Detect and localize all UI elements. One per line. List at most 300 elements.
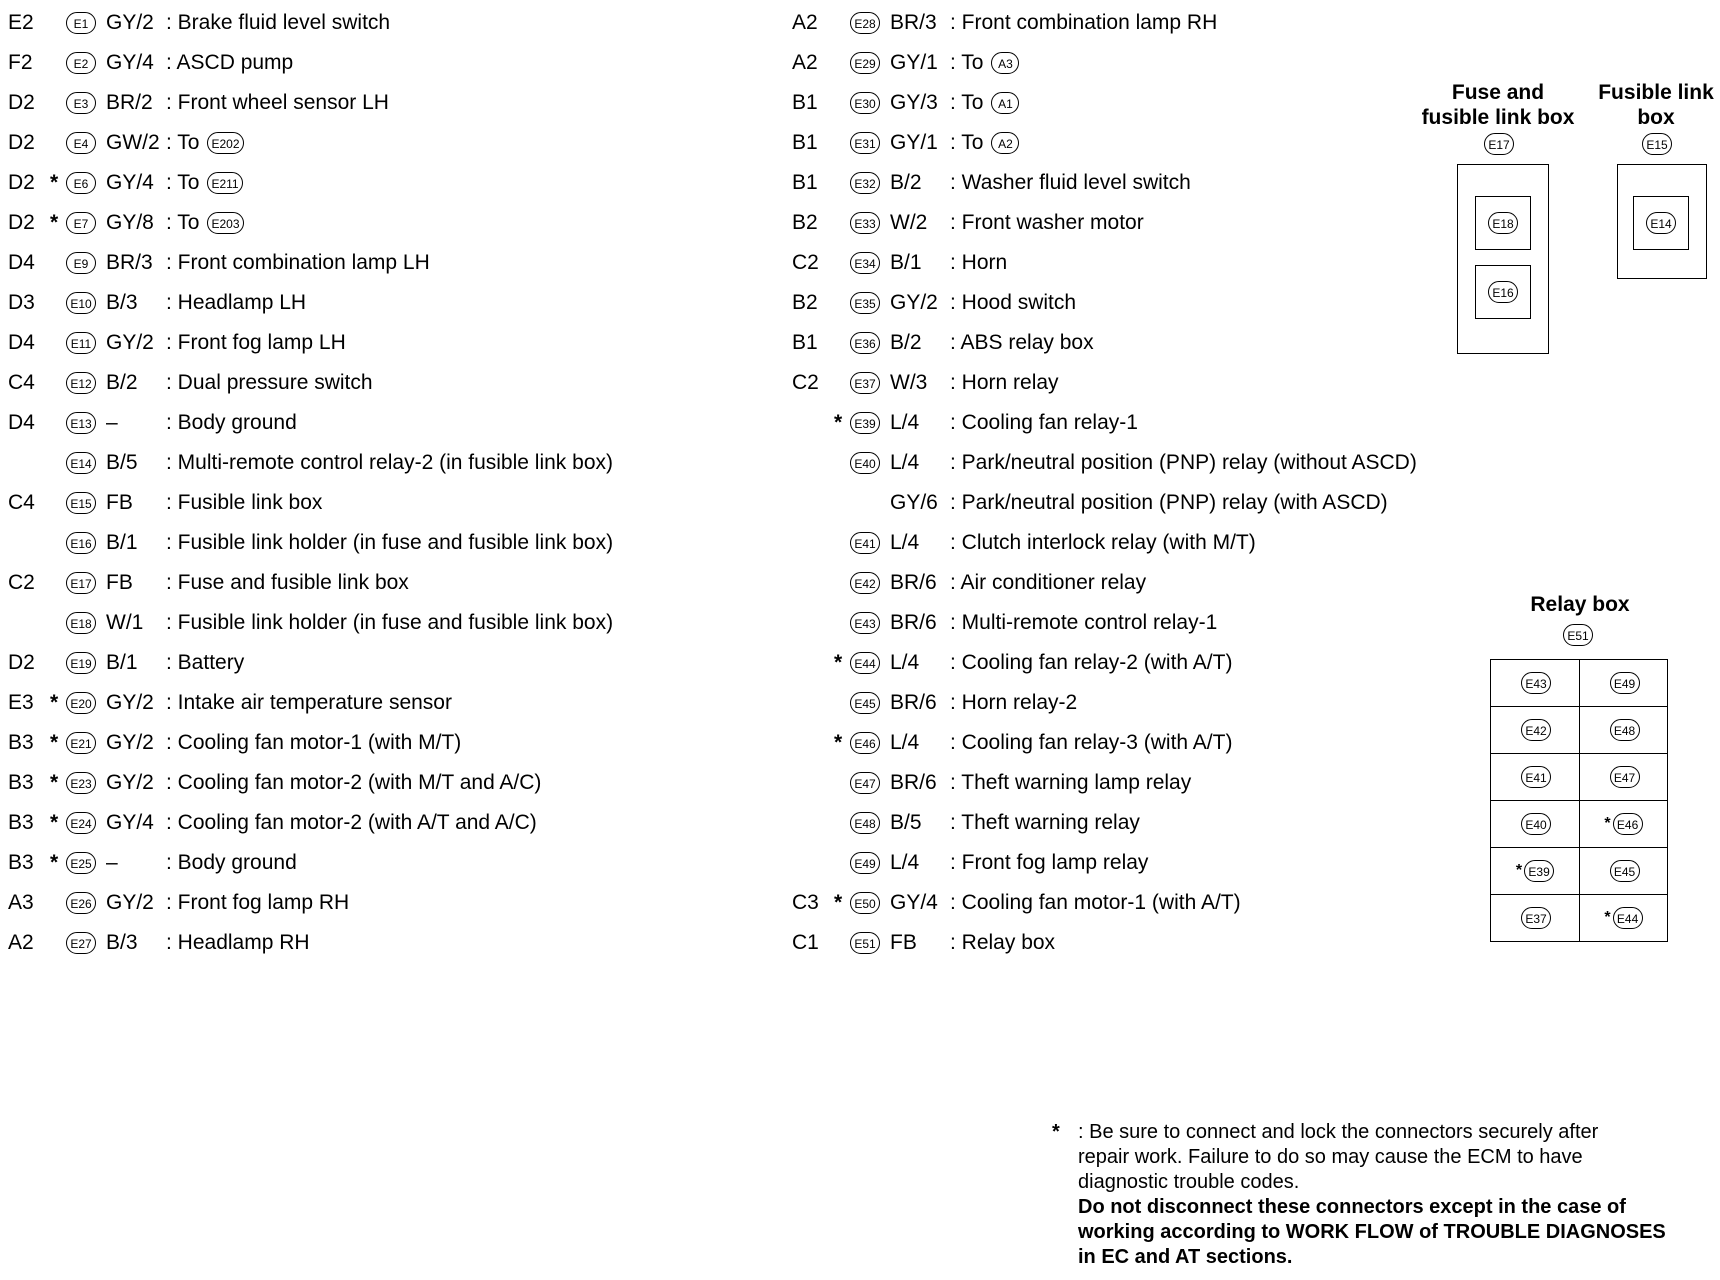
connector-number: E49 bbox=[850, 852, 880, 874]
footnote-bold-line: Do not disconnect these connectors except in the case of bbox=[1078, 1196, 1626, 1218]
connector-description-text: : Horn relay bbox=[950, 371, 1059, 394]
relay-cell bbox=[1490, 659, 1580, 707]
caution-star: * bbox=[834, 411, 843, 434]
relay-cell-badge: E49 bbox=[1610, 672, 1640, 694]
wire-spec: B/1 bbox=[106, 651, 138, 674]
connector-number: E23 bbox=[66, 772, 96, 794]
connector-number-badge bbox=[66, 490, 96, 516]
connector-description-text: : To bbox=[166, 171, 200, 194]
connector-number-badge bbox=[850, 530, 880, 556]
connector-number-badge bbox=[850, 610, 880, 636]
grid-reference: D4 bbox=[8, 331, 35, 354]
connector-number-badge bbox=[66, 130, 96, 156]
connector-description-text: : Headlamp RH bbox=[166, 931, 310, 954]
grid-reference: A2 bbox=[792, 11, 818, 34]
connector-number-badge bbox=[66, 850, 96, 876]
connector-number-badge bbox=[850, 850, 880, 876]
connector-description-text: : Dual pressure switch bbox=[166, 371, 373, 394]
connector-description bbox=[166, 810, 537, 836]
connector-description bbox=[166, 210, 244, 236]
connector-description bbox=[950, 50, 1019, 76]
connector-number-badge bbox=[850, 690, 880, 716]
connector-number-badge bbox=[66, 690, 96, 716]
connector-description bbox=[166, 130, 244, 156]
wire-spec: BR/6 bbox=[890, 771, 937, 794]
connector-description bbox=[166, 290, 306, 316]
relay-box-grid bbox=[1490, 659, 1668, 941]
connector-description bbox=[950, 450, 1417, 476]
relay-cell bbox=[1579, 753, 1668, 801]
caution-star: * bbox=[50, 691, 59, 714]
connector-number: E17 bbox=[66, 572, 96, 594]
footnote-line: diagnostic trouble codes. bbox=[1078, 1171, 1300, 1193]
connector-description-text: : Air conditioner relay bbox=[950, 571, 1147, 594]
wire-spec: GY/2 bbox=[106, 731, 154, 754]
to-connector-badge: E202 bbox=[207, 132, 243, 154]
connector-description bbox=[166, 890, 349, 916]
connector-description bbox=[166, 610, 613, 636]
grid-reference: C3 bbox=[792, 891, 819, 914]
fusible-link-box-slot-badge: E14 bbox=[1646, 212, 1676, 234]
connector-number: E11 bbox=[66, 332, 96, 354]
wire-spec: BR/2 bbox=[106, 91, 153, 114]
connector-number-badge bbox=[850, 130, 880, 156]
wire-spec: L/4 bbox=[890, 451, 920, 474]
connector-description bbox=[166, 330, 346, 356]
connector-description-text: : Fusible link holder (in fuse and fusible link box) bbox=[166, 611, 614, 634]
grid-reference: B3 bbox=[8, 731, 34, 754]
wire-spec: FB bbox=[106, 491, 133, 514]
fuse-box-title bbox=[1408, 80, 1588, 130]
connector-number-badge bbox=[66, 50, 96, 76]
connector-description-text: : Cooling fan relay-3 (with A/T) bbox=[950, 731, 1233, 754]
connector-number-badge bbox=[66, 370, 96, 396]
connector-number-badge bbox=[850, 410, 880, 436]
connector-number-badge bbox=[66, 250, 96, 276]
connector-number: E25 bbox=[66, 852, 96, 874]
to-connector-badge: E203 bbox=[207, 212, 243, 234]
connector-number-badge bbox=[66, 930, 96, 956]
to-connector-badge: A1 bbox=[991, 92, 1019, 114]
connector-description-text: : Multi-remote control relay-2 (in fusible link box) bbox=[166, 451, 613, 474]
connector-number: E6 bbox=[66, 172, 96, 194]
wire-spec: B/3 bbox=[106, 931, 138, 954]
relay-cell bbox=[1490, 894, 1580, 942]
connector-number: E9 bbox=[66, 252, 96, 274]
connector-description-text: : ASCD pump bbox=[166, 51, 294, 74]
relay-cell-badge: E45 bbox=[1610, 860, 1640, 882]
wire-spec: B/2 bbox=[890, 171, 922, 194]
connector-number: E19 bbox=[66, 652, 96, 674]
fuse-box-slot-1 bbox=[1475, 196, 1531, 250]
relay-cell bbox=[1490, 847, 1580, 895]
grid-reference: A2 bbox=[8, 931, 34, 954]
relay-cell-badge: E41 bbox=[1521, 766, 1551, 788]
connector-description bbox=[166, 770, 541, 796]
connector-number-badge bbox=[850, 370, 880, 396]
connector-number-badge bbox=[850, 90, 880, 116]
connector-number: E10 bbox=[66, 292, 96, 314]
connector-description-text: : To bbox=[166, 131, 200, 154]
wire-spec: BR/6 bbox=[890, 691, 937, 714]
relay-cell bbox=[1579, 800, 1668, 848]
connector-number: E28 bbox=[850, 12, 880, 34]
connector-description-text: : Hood switch bbox=[950, 291, 1077, 314]
connector-description bbox=[950, 370, 1059, 396]
grid-reference: B3 bbox=[8, 851, 34, 874]
connector-description bbox=[950, 810, 1140, 836]
wire-spec: L/4 bbox=[890, 731, 920, 754]
wire-spec: B/1 bbox=[890, 251, 922, 274]
connector-number-badge bbox=[66, 650, 96, 676]
connector-number: E32 bbox=[850, 172, 880, 194]
connector-description-text: : Cooling fan motor-1 (with A/T) bbox=[950, 891, 1241, 914]
connector-number-badge bbox=[850, 450, 880, 476]
wire-spec: GY/4 bbox=[106, 811, 154, 834]
wire-spec: W/3 bbox=[890, 371, 928, 394]
connector-description bbox=[950, 850, 1148, 876]
connector-number-badge bbox=[66, 330, 96, 356]
connector-number-badge bbox=[66, 530, 96, 556]
footnote-bold-line: in EC and AT sections. bbox=[1078, 1246, 1293, 1268]
caution-star: * bbox=[50, 731, 59, 754]
grid-reference: C2 bbox=[792, 371, 819, 394]
grid-reference: C2 bbox=[792, 251, 819, 274]
connector-description bbox=[166, 570, 409, 596]
grid-reference: B1 bbox=[792, 171, 818, 194]
wire-spec: GY/8 bbox=[106, 211, 154, 234]
grid-reference: F2 bbox=[8, 51, 33, 74]
grid-reference: A2 bbox=[792, 51, 818, 74]
wire-spec: GY/6 bbox=[890, 491, 938, 514]
fuse-box-title-line1: Fuse and bbox=[1451, 81, 1545, 104]
fuse-box-frame bbox=[1457, 164, 1549, 354]
grid-reference: D2 bbox=[8, 131, 35, 154]
to-connector-badge: E211 bbox=[207, 172, 242, 194]
grid-reference: C4 bbox=[8, 491, 35, 514]
connector-description bbox=[166, 490, 322, 516]
connector-number-badge bbox=[66, 570, 96, 596]
connector-number: E31 bbox=[850, 132, 880, 154]
connector-description-text: : Cooling fan relay-2 (with A/T) bbox=[950, 651, 1233, 674]
connector-number-badge bbox=[850, 810, 880, 836]
connector-description-text: : Theft warning relay bbox=[950, 811, 1140, 834]
connector-number: E44 bbox=[850, 652, 880, 674]
grid-reference: B2 bbox=[792, 291, 818, 314]
grid-reference: C1 bbox=[792, 931, 819, 954]
relay-cell-star: * bbox=[1604, 909, 1611, 926]
relay-cell-badge: E43 bbox=[1521, 672, 1551, 694]
grid-reference: D2 bbox=[8, 171, 35, 194]
connector-description-text: : Brake fluid level switch bbox=[166, 11, 391, 34]
connector-number: E48 bbox=[850, 812, 880, 834]
connector-number-badge bbox=[66, 290, 96, 316]
connector-description-text: : Front fog lamp LH bbox=[166, 331, 346, 354]
wire-spec: B/3 bbox=[106, 291, 138, 314]
footnote-line: repair work. Failure to do so may cause the ECM to have bbox=[1078, 1146, 1583, 1168]
connector-description-text: : Park/neutral position (PNP) relay (with ASCD) bbox=[950, 491, 1388, 514]
relay-cell-badge: E40 bbox=[1521, 813, 1551, 835]
connector-description-text: : Front fog lamp relay bbox=[950, 851, 1149, 874]
connector-description bbox=[166, 170, 243, 196]
connector-description-text: : Cooling fan motor-2 (with M/T and A/C) bbox=[166, 771, 542, 794]
connector-description bbox=[950, 770, 1191, 796]
connector-description-text: : To bbox=[166, 211, 200, 234]
connector-description-text: : Front combination lamp RH bbox=[950, 11, 1218, 34]
footnote-line: : Be sure to connect and lock the connectors securely after bbox=[1078, 1121, 1599, 1143]
connector-number-badge bbox=[66, 610, 96, 636]
connector-number-badge bbox=[850, 330, 880, 356]
wire-spec: GY/3 bbox=[890, 91, 938, 114]
connector-number: E42 bbox=[850, 572, 880, 594]
wire-spec: B/5 bbox=[890, 811, 922, 834]
connector-number: E47 bbox=[850, 772, 880, 794]
connector-number: E41 bbox=[850, 532, 880, 554]
connector-description bbox=[166, 450, 613, 476]
wire-spec: GW/2 bbox=[106, 131, 160, 154]
connector-number: E2 bbox=[66, 52, 96, 74]
connector-description bbox=[166, 650, 244, 676]
wire-spec: BR/6 bbox=[890, 611, 937, 634]
connector-description-text: : Park/neutral position (PNP) relay (without ASCD) bbox=[950, 451, 1417, 474]
grid-reference: E2 bbox=[8, 11, 34, 34]
connector-number: E50 bbox=[850, 892, 880, 914]
connector-description bbox=[166, 10, 390, 36]
grid-reference: B1 bbox=[792, 131, 818, 154]
connector-number-badge bbox=[66, 450, 96, 476]
connector-number-badge bbox=[850, 730, 880, 756]
wire-spec: B/2 bbox=[106, 371, 138, 394]
connector-number: E18 bbox=[66, 612, 96, 634]
connector-description-text: : Relay box bbox=[950, 931, 1056, 954]
connector-number-badge bbox=[66, 90, 96, 116]
connector-description-text: : Battery bbox=[166, 651, 245, 674]
connector-number: E12 bbox=[66, 372, 96, 394]
connector-description-text: : To bbox=[950, 51, 984, 74]
connector-number-badge bbox=[66, 10, 96, 36]
connector-description bbox=[950, 330, 1094, 356]
relay-cell-star: * bbox=[1604, 815, 1611, 832]
grid-reference: C4 bbox=[8, 371, 35, 394]
relay-cell bbox=[1579, 894, 1668, 942]
wire-spec: GY/4 bbox=[106, 171, 154, 194]
connector-description-text: : Cooling fan motor-1 (with M/T) bbox=[166, 731, 462, 754]
connector-number-badge bbox=[850, 650, 880, 676]
grid-reference: B3 bbox=[8, 811, 34, 834]
connector-description bbox=[950, 730, 1232, 756]
connector-number-badge bbox=[850, 770, 880, 796]
connector-number: E3 bbox=[66, 92, 96, 114]
wire-spec: GY/4 bbox=[106, 51, 154, 74]
fusible-link-box-title bbox=[1592, 80, 1720, 130]
wire-spec: W/2 bbox=[890, 211, 928, 234]
connector-description bbox=[950, 250, 1007, 276]
connector-description bbox=[950, 570, 1146, 596]
connector-description-text: : Body ground bbox=[166, 411, 297, 434]
grid-reference: D4 bbox=[8, 411, 35, 434]
connector-description bbox=[166, 90, 389, 116]
grid-reference: E3 bbox=[8, 691, 34, 714]
connector-number: E26 bbox=[66, 892, 96, 914]
connector-description-text: : Multi-remote control relay-1 bbox=[950, 611, 1218, 634]
wire-spec: B/2 bbox=[890, 331, 922, 354]
connector-description-text: : Fusible link box bbox=[166, 491, 323, 514]
grid-reference: B1 bbox=[792, 91, 818, 114]
grid-reference: D2 bbox=[8, 211, 35, 234]
connector-number: E7 bbox=[66, 212, 96, 234]
relay-cell-badge: E44 bbox=[1613, 907, 1643, 929]
connector-description bbox=[950, 210, 1144, 236]
wire-spec: FB bbox=[106, 571, 133, 594]
connector-number-badge bbox=[850, 10, 880, 36]
relay-cell bbox=[1579, 706, 1668, 754]
connector-number: E24 bbox=[66, 812, 96, 834]
connector-number-badge bbox=[850, 290, 880, 316]
connector-number: E51 bbox=[850, 932, 880, 954]
connector-number-badge bbox=[66, 410, 96, 436]
connector-description-text: : To bbox=[950, 131, 984, 154]
grid-reference: C2 bbox=[8, 571, 35, 594]
caution-star: * bbox=[50, 211, 59, 234]
wire-spec: GY/2 bbox=[106, 11, 154, 34]
fusible-link-box-slot bbox=[1633, 196, 1689, 250]
wire-spec: FB bbox=[890, 931, 917, 954]
grid-reference: A3 bbox=[8, 891, 34, 914]
connector-number-badge bbox=[66, 170, 96, 196]
connector-number: E39 bbox=[850, 412, 880, 434]
footnote-bold-line: working according to WORK FLOW of TROUBLE DIAGNOSES bbox=[1078, 1221, 1666, 1243]
connector-number: E20 bbox=[66, 692, 96, 714]
connector-number: E43 bbox=[850, 612, 880, 634]
wire-spec: GY/1 bbox=[890, 51, 938, 74]
connector-description bbox=[950, 490, 1388, 516]
connector-number-badge bbox=[850, 890, 880, 916]
connector-number-badge bbox=[850, 250, 880, 276]
connector-number: E34 bbox=[850, 252, 880, 274]
connector-description bbox=[950, 650, 1232, 676]
connector-number: E45 bbox=[850, 692, 880, 714]
to-connector-badge: A3 bbox=[991, 52, 1019, 74]
relay-cell-badge: E42 bbox=[1521, 719, 1551, 741]
connector-description-text: : Front combination lamp LH bbox=[166, 251, 430, 274]
fuse-box-connector-badge: E17 bbox=[1484, 133, 1514, 155]
connector-number: E36 bbox=[850, 332, 880, 354]
fusible-link-box-title-line1: Fusible link bbox=[1598, 81, 1714, 104]
wire-spec: GY/4 bbox=[890, 891, 938, 914]
connector-number: E37 bbox=[850, 372, 880, 394]
relay-cell bbox=[1579, 847, 1668, 895]
connector-number: E16 bbox=[66, 532, 96, 554]
wire-spec: L/4 bbox=[890, 651, 920, 674]
connector-description bbox=[950, 930, 1055, 956]
grid-reference: B3 bbox=[8, 771, 34, 794]
fuse-box-slot-2 bbox=[1475, 265, 1531, 319]
connector-number-badge bbox=[66, 730, 96, 756]
connector-number: E4 bbox=[66, 132, 96, 154]
grid-reference: D4 bbox=[8, 251, 35, 274]
relay-cell-badge: E46 bbox=[1613, 813, 1643, 835]
relay-cell-badge: E39 bbox=[1524, 860, 1554, 882]
connector-description-text: : Washer fluid level switch bbox=[950, 171, 1191, 194]
wire-spec: GY/2 bbox=[106, 771, 154, 794]
fusible-link-box-connector-badge: E15 bbox=[1642, 133, 1672, 155]
connector-description bbox=[950, 890, 1241, 916]
caution-star: * bbox=[50, 851, 59, 874]
connector-number: E30 bbox=[850, 92, 880, 114]
wire-spec: GY/2 bbox=[890, 291, 938, 314]
fusible-link-box-title-line2: box bbox=[1637, 106, 1675, 129]
grid-reference: D2 bbox=[8, 651, 35, 674]
connector-description-text: : Front fog lamp RH bbox=[166, 891, 350, 914]
connector-description bbox=[950, 10, 1217, 36]
footnote-text bbox=[1078, 1120, 1666, 1270]
connector-number-badge bbox=[850, 570, 880, 596]
wire-spec: – bbox=[106, 851, 118, 874]
connector-description bbox=[950, 610, 1217, 636]
connector-description-text: : Intake air temperature sensor bbox=[166, 691, 452, 714]
wire-spec: – bbox=[106, 411, 118, 434]
connector-number-badge bbox=[850, 210, 880, 236]
relay-cell-badge: E47 bbox=[1610, 766, 1640, 788]
grid-reference: B2 bbox=[792, 211, 818, 234]
connector-description bbox=[166, 530, 613, 556]
connector-description-text: : Body ground bbox=[166, 851, 297, 874]
connector-description-text: : To bbox=[950, 91, 984, 114]
connector-description-text: : Theft warning lamp relay bbox=[950, 771, 1192, 794]
wire-spec: BR/6 bbox=[890, 571, 937, 594]
wire-spec: W/1 bbox=[106, 611, 144, 634]
wire-spec: L/4 bbox=[890, 411, 920, 434]
connector-description-text: : Horn bbox=[950, 251, 1008, 274]
relay-cell bbox=[1579, 659, 1668, 707]
connector-description-text: : Front washer motor bbox=[950, 211, 1144, 234]
caution-star: * bbox=[50, 171, 59, 194]
connector-description bbox=[950, 690, 1077, 716]
connector-number-badge bbox=[66, 770, 96, 796]
caution-star: * bbox=[50, 811, 59, 834]
connector-number-badge bbox=[850, 930, 880, 956]
connector-description bbox=[166, 690, 452, 716]
connector-description-text: : Clutch interlock relay (with M/T) bbox=[950, 531, 1256, 554]
connector-description-text: : Cooling fan motor-2 (with A/T and A/C) bbox=[166, 811, 537, 834]
connector-description bbox=[166, 730, 461, 756]
caution-star: * bbox=[50, 771, 59, 794]
connector-description-text: : Cooling fan relay-1 bbox=[950, 411, 1138, 434]
relay-cell bbox=[1490, 753, 1580, 801]
connector-number: E14 bbox=[66, 452, 96, 474]
wire-spec: L/4 bbox=[890, 851, 920, 874]
connector-number: E33 bbox=[850, 212, 880, 234]
connector-description-text: : Headlamp LH bbox=[166, 291, 307, 314]
relay-cell-badge: E48 bbox=[1610, 719, 1640, 741]
connector-number-badge bbox=[66, 210, 96, 236]
footnote-star: * bbox=[1052, 1121, 1060, 1143]
wire-spec: B/5 bbox=[106, 451, 138, 474]
grid-reference: B1 bbox=[792, 331, 818, 354]
wire-spec: GY/1 bbox=[890, 131, 938, 154]
grid-reference: D2 bbox=[8, 91, 35, 114]
connector-description bbox=[166, 410, 297, 436]
connector-description bbox=[950, 170, 1191, 196]
connector-number: E13 bbox=[66, 412, 96, 434]
relay-box-connector-badge: E51 bbox=[1563, 624, 1593, 646]
connector-number: E27 bbox=[66, 932, 96, 954]
grid-reference: D3 bbox=[8, 291, 35, 314]
wire-spec: GY/2 bbox=[106, 691, 154, 714]
connector-number: E1 bbox=[66, 12, 96, 34]
connector-description bbox=[166, 250, 430, 276]
connector-description bbox=[950, 90, 1019, 116]
